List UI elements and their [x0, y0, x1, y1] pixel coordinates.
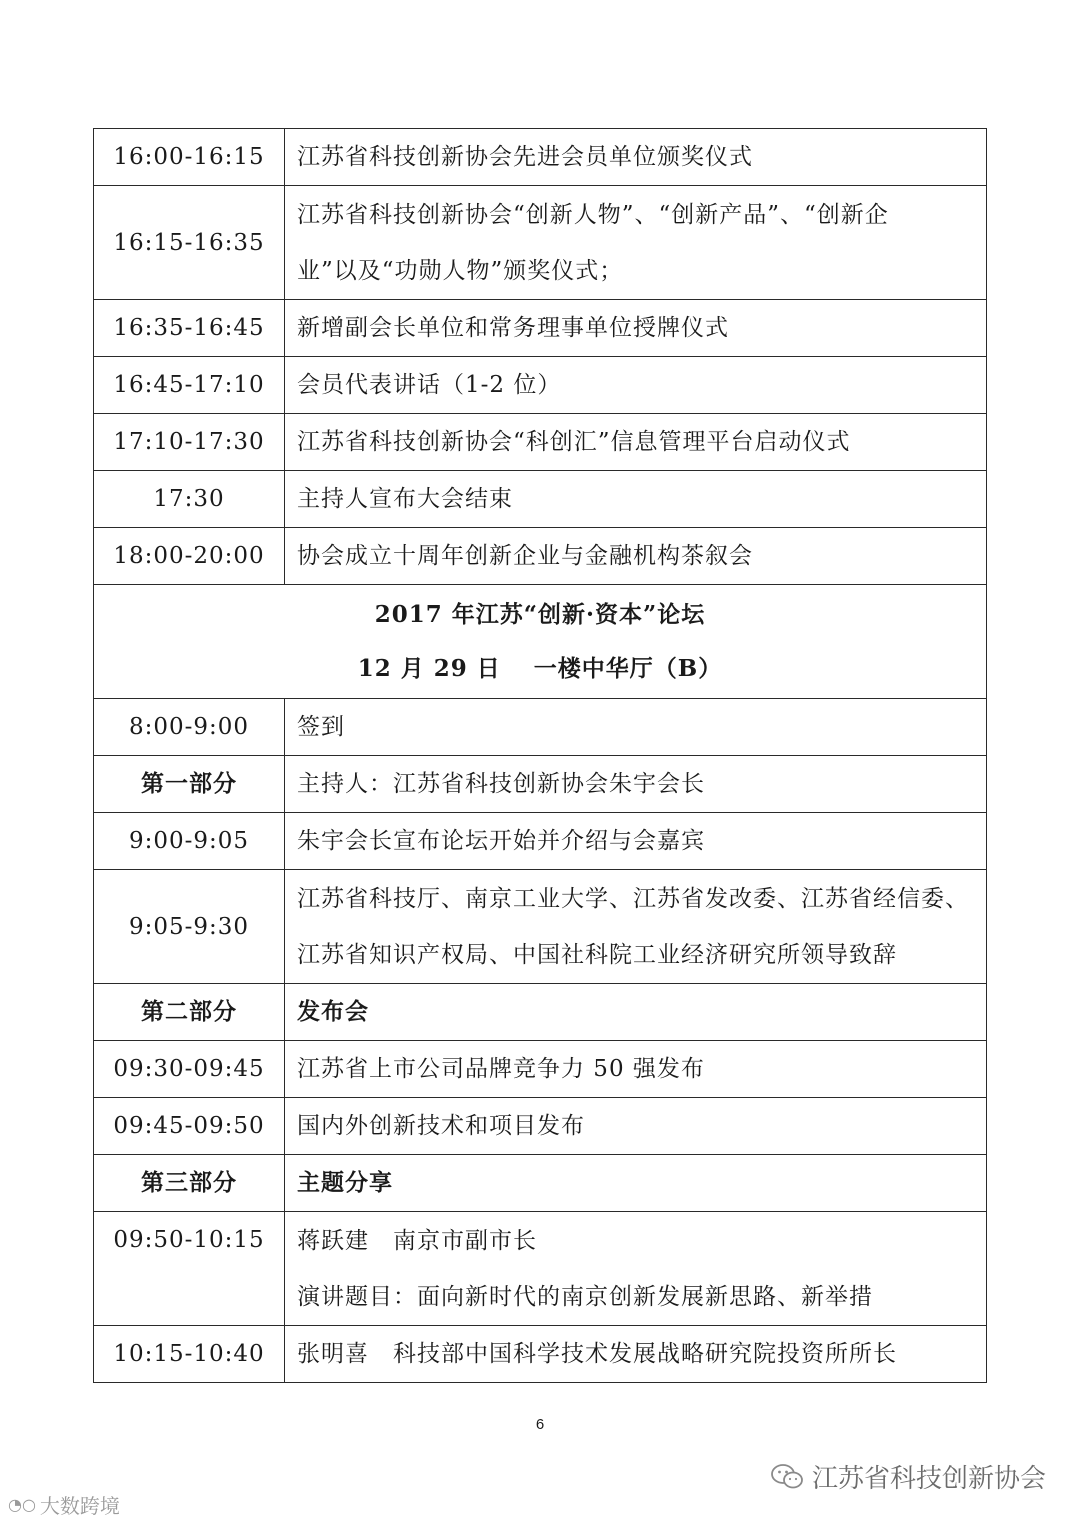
time-slot: 17:10-17:30 [113, 429, 265, 455]
section-label: 第一部分 [141, 770, 237, 797]
section-label: 第二部分 [141, 998, 237, 1025]
description-line: 朱宇会长宣布论坛开始并介绍与会嘉宾 [297, 828, 705, 854]
description-cell [285, 1326, 987, 1383]
schedule-row [94, 300, 987, 357]
time-slot: 18:00-20:00 [113, 543, 265, 569]
schedule-row [94, 414, 987, 471]
description-cell [285, 186, 987, 300]
wechat-icon [770, 1463, 804, 1491]
time-cell [94, 699, 285, 756]
time-cell [94, 1041, 285, 1098]
description-line: 主持人：江苏省科技创新协会朱宇会长 [297, 771, 705, 797]
time-slot: 09:30-09:45 [113, 1056, 265, 1082]
time-slot: 16:00-16:15 [113, 144, 265, 170]
schedule-row [94, 1326, 987, 1383]
time-slot: 8:00-9:00 [128, 714, 250, 740]
time-cell [94, 357, 285, 414]
schedule-row [94, 129, 987, 186]
description-line: 江苏省科技厅、南京工业大学、江苏省发改委、江苏省经信委、 [297, 885, 969, 912]
description-line: 签到 [297, 714, 345, 740]
description-line: 业”以及“功勋人物”颁奖仪式； [297, 257, 624, 284]
description-cell [285, 699, 987, 756]
time-cell [94, 186, 285, 300]
schedule-row [94, 813, 987, 870]
schedule-row [94, 756, 987, 813]
description-cell [285, 129, 987, 186]
description-cell [285, 471, 987, 528]
schedule-row [94, 357, 987, 414]
description-cell [285, 1098, 987, 1155]
schedule-row [94, 1041, 987, 1098]
time-cell [94, 414, 285, 471]
description-line: 会员代表讲话（1-2 位） [297, 372, 562, 398]
time-cell [94, 129, 285, 186]
description-line: 新增副会长单位和常务理事单位授牌仪式 [297, 315, 729, 341]
time-slot: 9:05-9:30 [128, 913, 250, 940]
time-slot: 16:45-17:10 [113, 372, 265, 398]
description-cell [285, 414, 987, 471]
description-cell [285, 870, 987, 984]
schedule-row [94, 471, 987, 528]
wechat-account-name: 江苏省科技创新协会 [811, 1464, 1046, 1494]
time-cell [94, 1326, 285, 1383]
section-header-cell [94, 585, 987, 699]
time-slot: 09:45-09:50 [113, 1113, 265, 1139]
schedule-row [94, 1212, 987, 1326]
description-line: 协会成立十周年创新企业与金融机构茶叙会 [297, 543, 753, 569]
description-line: 江苏省科技创新协会“创新人物”、“创新产品”、“创新企 [297, 201, 889, 228]
schedule-row [94, 984, 987, 1041]
time-slot: 16:35-16:45 [113, 315, 265, 341]
schedule-row [94, 870, 987, 984]
description-cell [285, 984, 987, 1041]
watermark-text: 大数跨境 [39, 1494, 120, 1518]
section-label-cell [94, 984, 285, 1041]
description-line: 国内外创新技术和项目发布 [297, 1113, 585, 1139]
section-label-cell [94, 756, 285, 813]
forum-date-venue: 12 月 29 日 一楼中华厅（B） [357, 654, 723, 682]
description-line: 蒋跃建 南京市副市长 [297, 1227, 537, 1254]
description-cell [285, 1155, 987, 1212]
description-line: 发布会 [297, 998, 369, 1025]
time-cell [94, 528, 285, 585]
description-cell [285, 1212, 987, 1326]
time-slot: 9:00-9:05 [128, 828, 250, 854]
time-slot: 09:50-10:15 [113, 1227, 265, 1253]
section-label-cell [94, 1155, 285, 1212]
time-cell [94, 471, 285, 528]
time-cell [94, 1212, 285, 1326]
time-slot: 17:30 [153, 486, 225, 512]
time-cell [94, 813, 285, 870]
schedule-row [94, 528, 987, 585]
description-cell [285, 300, 987, 357]
schedule-row [94, 699, 987, 756]
schedule-row [94, 186, 987, 300]
time-slot: 16:15-16:35 [113, 229, 265, 256]
time-cell [94, 300, 285, 357]
description-cell [285, 1041, 987, 1098]
description-line: 主题分享 [297, 1169, 393, 1196]
forum-title: 2017 年江苏“创新·资本”论坛 [374, 600, 706, 628]
schedule-table [93, 128, 987, 1383]
description-line: 江苏省科技创新协会“科创汇”信息管理平台启动仪式 [297, 429, 851, 455]
description-cell [285, 357, 987, 414]
time-slot: 10:15-10:40 [113, 1341, 265, 1367]
schedule-body [94, 129, 987, 1383]
section-header-row [94, 585, 987, 699]
description-cell [285, 528, 987, 585]
schedule-row [94, 1155, 987, 1212]
description-line: 张明喜 科技部中国科学技术发展战略研究院投资所所长 [297, 1341, 897, 1367]
description-line: 江苏省科技创新协会先进会员单位颁奖仪式 [297, 144, 753, 170]
description-cell [285, 813, 987, 870]
wechat-account-badge [770, 1458, 1046, 1495]
page-number: 6 [535, 1416, 545, 1433]
watermark-logo-icon: ◔○ [8, 1495, 36, 1514]
description-line: 主持人宣布大会结束 [297, 486, 513, 512]
time-cell [94, 870, 285, 984]
time-cell [94, 1098, 285, 1155]
watermark [8, 1490, 120, 1519]
description-line: 演讲题目：面向新时代的南京创新发展新思路、新举措 [297, 1283, 873, 1310]
description-cell [285, 756, 987, 813]
description-line: 江苏省上市公司品牌竞争力 50 强发布 [297, 1056, 705, 1082]
description-line: 江苏省知识产权局、中国社科院工业经济研究所领导致辞 [297, 941, 897, 968]
section-label: 第三部分 [141, 1169, 237, 1196]
schedule-row [94, 1098, 987, 1155]
